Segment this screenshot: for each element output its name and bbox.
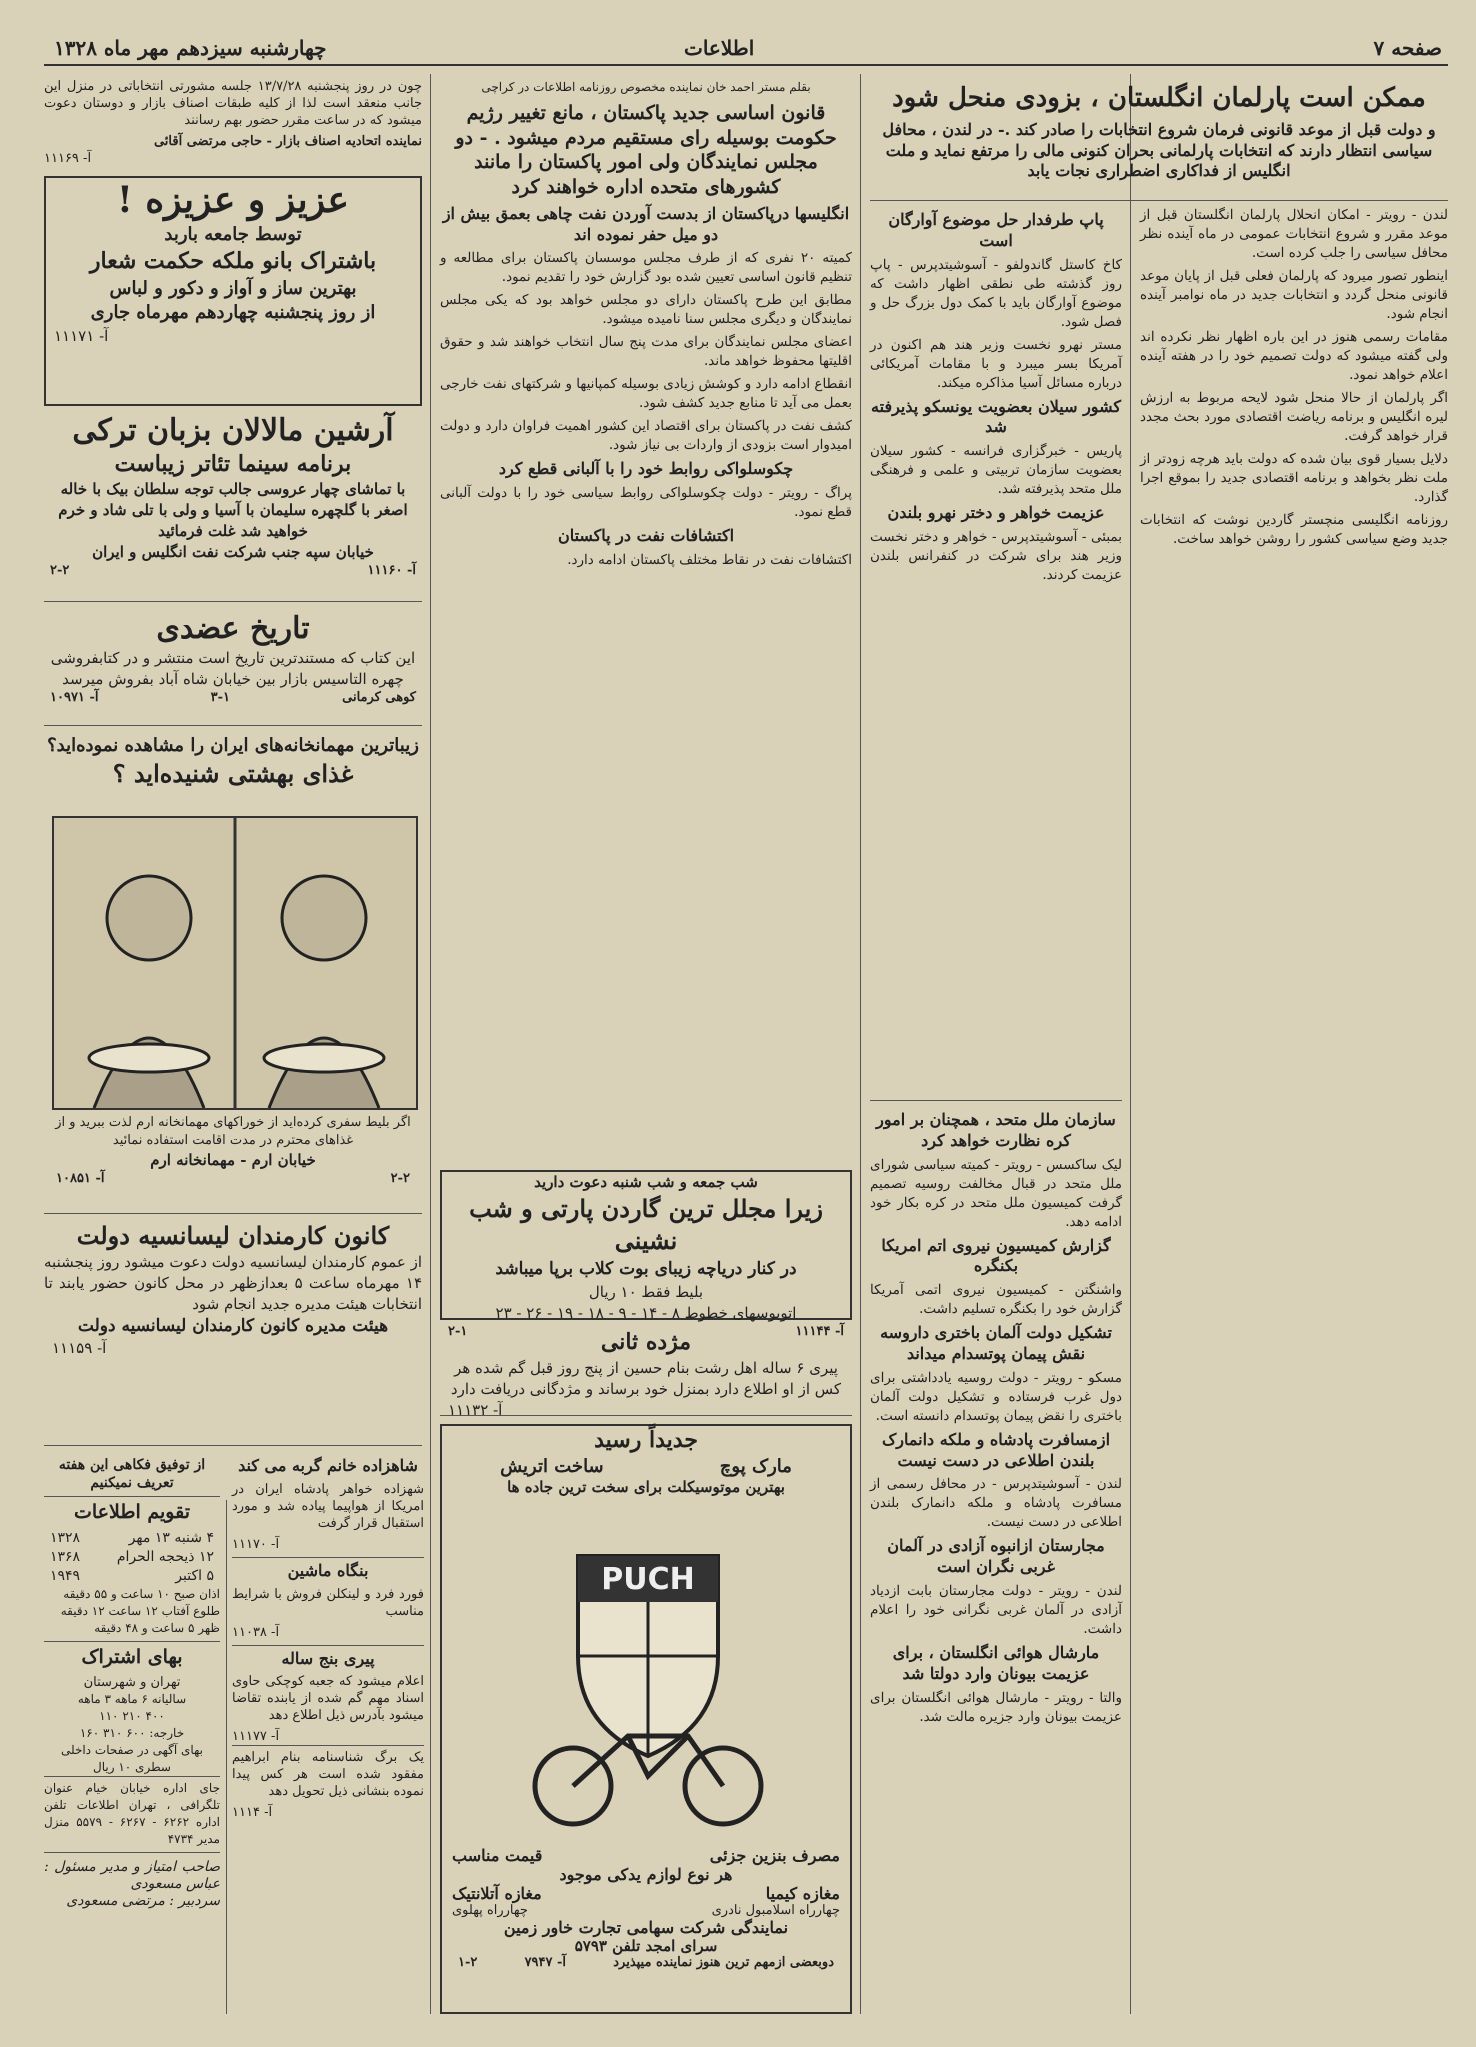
ad-text: پیری ۶ ساله اهل رشت بنام حسین از پنج روز قبل گم شده هر کس از او اطلاع دارد بمنزل خود برساند و مژدگانی دریافت دارد	[450, 1358, 842, 1398]
notice-text: چون در روز پنجشنبه ۱۳/۷/۲۸ جلسه مشورتی انتخاباتی در منزل این جانب منعقد است لذا از کلیه طبقات اصناف بازار و دوستان دعوت میشود که در ساعت مقرر حضور بهم رسانند	[44, 79, 422, 128]
mojdeh-ad	[440, 1328, 852, 1419]
paragraph: لندن - رویتر - دولت مجارستان بابت ازدیاد آزادی در آلمان غربی نگرانی خود را اعلام داشت.	[870, 1582, 1122, 1637]
column-rule	[860, 74, 861, 2014]
tarikh-ad	[44, 610, 422, 726]
paragraph: اینطور تصور میرود که پارلمان فعلی قبل از پایان موعد قانونی منحل گردد و انتخابات جدید در ماه نوامبر آینده انجام شود.	[1140, 268, 1448, 322]
made-in: ساخت اتریش	[500, 1455, 604, 1477]
restaurant-ad	[44, 734, 422, 1214]
paragraph: اعضای مجلس نمایندگان برای مدت پنج سال انتخاب خواهند شد و حقوق اقلیتها محفوظ خواهد ماند.	[440, 334, 852, 370]
ad-title: تاریخ عضدی	[156, 611, 310, 646]
shahzadeh-headline: شاهزاده خانم گربه می کند	[238, 1456, 418, 1475]
cal-label: ۵ اکتبر	[175, 1568, 214, 1585]
prayer-time: اذان صبح ۱۰ ساعت و ۵۵ دقیقه	[63, 1587, 220, 1602]
ad-code: آ- ۱۱۱۷۷	[232, 1729, 280, 1745]
shop: مغازه کیمیا	[765, 1884, 840, 1903]
paragraph: اکتشافات نفت در نقاط مختلف پاکستان ادامه دارد.	[567, 551, 852, 568]
ad-line: بلیط فقط ۱۰ ریال	[588, 1282, 704, 1301]
paragraph: بمبئی - آسوشیتدپرس - خواهر و دختر نخست وزیر هند برای شرکت در کنفرانس بلندن عزیمت کردند.	[870, 528, 1122, 583]
ad-code: آ- ۱۱۱۷۰	[232, 1536, 280, 1552]
cal-value: ۱۹۴۹	[50, 1568, 81, 1585]
atom-headline: گزارش کمیسیون نیروی اتم امریکا بکنگره	[881, 1235, 1111, 1276]
subscription-title: بهای اشتراک	[44, 1641, 220, 1670]
editor-signature: سردبیر : مرتضی مسعودی	[66, 1892, 220, 1909]
paragraph: مستر نهرو نخست وزیر هند هم اکنون در آمریکا بسر میبرد و با مقامات آمریکائی درباره مسائل آسیا مذاکره میکند.	[870, 336, 1122, 391]
motorcycle-illustration	[518, 1536, 778, 1836]
ad-foot: دوبعضی ازمهم ترین هنوز نماینده میپذیرد	[613, 1955, 834, 1970]
ad-codes	[452, 1955, 840, 1970]
paragraph: کشف نفت در پاکستان برای اقتصاد این کشور اهمیت فراوان دارد و دولت امیدوار است بزودی از واردات بی نیاز شود.	[440, 418, 852, 454]
ad-code: آ- ۱۰۹۷۱	[50, 689, 99, 705]
phone: سرای امجد تلفن ۵۷۹۳	[574, 1937, 718, 1955]
prayer-time: ظهر ۵ ساعت و ۴۸ دقیقه	[94, 1621, 220, 1636]
ad-code: آ- ۱۱۱۴	[232, 1805, 273, 1821]
ad-sub: بهترین موتوسیکلت برای سخت ترین جاده ها	[507, 1477, 785, 1496]
paragraph: مطابق این طرح پاکستان دارای دو مجلس خواهد بود که یکی مجلس نمایندگان و دیگری مجلس سنا نامیده میشود.	[440, 292, 852, 328]
ad-code: آ- ۱۱۱۷۱	[54, 326, 109, 345]
ad-code: آ- ۱۰۸۵۱	[56, 1171, 105, 1187]
ad-line: هر نوع لوازم یدکی موجود	[559, 1865, 733, 1884]
ad-sub: برنامه سینما تئاتر زیباست	[114, 450, 352, 477]
ad-codes	[50, 1171, 416, 1186]
aziz-play-ad	[44, 176, 422, 406]
ad-text: اگر بلیط سفری کرده‌اید از خوراکهای مهمانخانه ارم لذت ببرید و از غذاهای محترم در مدت اقامت استفاده نمائید	[55, 1115, 411, 1149]
ad-code: آ- ۱۱۱۴۴	[795, 1323, 844, 1339]
marshal-headline: مارشال هوائی انگلستان ، برای عزیمت بیونان وارد دولتا شد	[892, 1642, 1100, 1683]
ad-q2: غذای بهشتی شنیده‌اید ؟	[112, 759, 354, 789]
misc-column-right	[232, 1452, 424, 2012]
tofigh-headline: از توفیق فکاهی این هفته تعریف نمیکنیم	[58, 1457, 206, 1492]
ad-line: باشتراک بانو ملکه حکمت شعار	[89, 248, 377, 275]
lead-article-body	[1140, 206, 1448, 2006]
pakistan-subhead: انگلیسها درپاکستان از بدست آوردن نفت چاهی بعمق بیش از دو میل حفر نموده اند	[442, 203, 850, 244]
ad-code: آ- ۷۹۴۷	[524, 1955, 567, 1970]
notice-sign: نماینده اتحادیه اصناف بازار - حاجی مرتضی آقائی	[153, 134, 422, 149]
paragraph: لندن - آسوشیتدپرس - در محافل رسمی از مسافرت پادشاه و ملکه دانمارک بلندن اطلاعی در دست نیست.	[870, 1476, 1122, 1531]
ad-line	[452, 1846, 840, 1865]
germany-headline: تشکیل دولت آلمان باختری داروسه نقش پیمان پوتسدام میداند	[880, 1323, 1112, 1363]
lead-headline: ممکن است پارلمان انگلستان ، بزودی منحل شود	[892, 83, 1426, 113]
column-rule	[1130, 74, 1131, 2014]
ad-line: بهترین ساز و آواز و دکور و لباس	[109, 277, 357, 299]
ad-codes	[44, 690, 422, 705]
diners-icon	[54, 818, 416, 1108]
agent: نمایندگی شرکت سهامی تجارت خاور زمین	[503, 1918, 789, 1937]
paragraph: اعلام میشود که جعبه کوچکی حاوی اسناد مهم گم شده از یابنده تقاضا میشود بآدرس ذیل اطلاع دهد	[232, 1674, 424, 1724]
ad-code: آ- ۱۱۱۶۰	[367, 563, 416, 579]
masthead	[44, 32, 1448, 66]
address: چهارراه پهلوی	[452, 1903, 528, 1918]
subscription-row: ۴۰۰ ۲۱۰ ۱۱۰	[99, 1708, 165, 1723]
paragraph: شهزاده خواهر پادشاه ایران در امریکا از هواپیما پیاده شد و مورد استقبال قرار گرفت	[232, 1481, 424, 1531]
ad-title: زیرا مجلل ترین گاردن پارتی و شب نشینی	[469, 1194, 823, 1256]
byline: بقلم مستر احمد خان نماینده مخصوص روزنامه اطلاعات در کراچی	[481, 80, 811, 94]
subscription-row: خارجه: ۶۰۰ ۳۱۰ ۱۶۰	[79, 1725, 185, 1740]
calendar-title: تقویم اطلاعات	[44, 1496, 220, 1525]
paragraph: انقطاع ادامه دارد و کوشش زیادی بوسیله کمپانیها و شرکتهای نفت خارجی بعمل می آید تا منابع جدید کشف شود.	[440, 376, 852, 412]
pakistan-headline: قانون اساسی جدید پاکستان ، مانع تغییر رژیم حکومت بوسیله رای مستقیم مردم میشود . - دو مجلس نمایندگان ولی امور پاکستان را مانند کشورهای متحده اداره خواهند کرد	[455, 102, 837, 199]
brand-line	[442, 1456, 850, 1477]
ad-line: در کنار دریاچه زیبای بوت کلاب برپا میباشد	[495, 1258, 797, 1279]
paragraph: روزنامه انگلیسی منچستر گاردین نوشت که انتخابات جدید وضع سیاسی کشور را روشن خواهد ساخت.	[1140, 512, 1448, 547]
ad-code: ۲-۲	[390, 1171, 410, 1187]
paragraph: لندن - رویتر - امکان انحلال پارلمان انگلستان قبل از موعد مقرر و شروع انتخابات عمومی در ماه آینده نظر محافل سیاسی را جلب کرده است.	[1140, 207, 1448, 261]
subscription-row: بهای آگهی در صفحات داخلی سطری ۱۰ ریال	[61, 1742, 203, 1774]
date-line: چهارشنبه سیزدهم مهر ماه ۱۳۲۸	[54, 36, 327, 60]
paragraph: پراگ - رویتر - دولت چکوسلواکی روابط سیاسی خود را با دولت آلبانی قطع نمود.	[440, 485, 852, 521]
owner-signature: صاحب امتیاز و مدیر مسئول : عباس مسعودی	[44, 1852, 220, 1893]
arshin-ad	[44, 412, 422, 602]
pope-headline: پاپ طرفدار حل موضوع آوارگان است	[888, 210, 1104, 250]
ad-code: آ- ۱۱۱۵۹	[52, 1339, 107, 1358]
meeting-notice	[44, 78, 422, 168]
ceylon-headline: کشور سیلان بعضویت یونسکو پذیرفته شد	[871, 396, 1121, 437]
notice-code: آ- ۱۱۱۶۹	[44, 151, 92, 166]
ad-item: قیمت مناسب	[452, 1846, 543, 1865]
nehru-headline: عزیمت خواهر و دختر نهرو بلندن	[887, 503, 1105, 523]
cal-label: ۴ شنبه ۱۳ مهر	[128, 1530, 214, 1547]
ad-text: با تماشای چهار عروسی جالب توجه سلطان بیک با خاله اصغر با گلچهره سلیمان با آسیا و ولی با تلی شاد و خرم خواهید شد غلت فرمائید	[58, 480, 408, 541]
ad-text: از عموم کارمندان لیسانسیه دولت دعوت میشود روز پنجشنبه ۱۴ مهرماه ساعت ۵ بعدازظهر در محل کانون حضور یابند تا انتخابات هیئت مدیره جدید انجام شود	[44, 1253, 423, 1314]
column-rule	[226, 1500, 227, 2014]
addresses	[452, 1903, 840, 1918]
calendar-row	[44, 1567, 220, 1586]
subscription-sub: تهران و شهرستان	[83, 1674, 181, 1690]
paragraph: دلایل بسیار قوی بیان شده که دولت باید هرچه زودتر از ملت نظر بخواهد و برنامه اقتصادی جدید را بموقع اجرا گذارد.	[1140, 451, 1448, 505]
denmark-headline: ازمسافرت پادشاه و ملکه دانمارک بلندن اطلاعی در دست نیست	[881, 1429, 1111, 1470]
divider	[870, 1100, 1122, 1101]
kanoon-ad	[44, 1220, 422, 1446]
misc-column-left	[44, 1452, 220, 2012]
garden-party-ad	[440, 1170, 852, 1339]
office-info: جای اداره خیابان خیام عنوان تلگرافی ، تهران اطلاعات تلفن اداره ۶۲۶۲ - ۶۲۶۷ - ۵۵۷۹ منزل مدیر ۴۷۳۴	[44, 1776, 220, 1848]
ad-code: ۲-۲	[50, 563, 70, 579]
cal-label: ۱۲ ذیحجه الحرام	[116, 1549, 214, 1566]
ad-details	[452, 1846, 840, 1970]
calendar-row	[44, 1548, 220, 1567]
paragraph: فورد فرد و لینکلن فروش با شرایط مناسب	[232, 1586, 424, 1619]
ad-title: کانون کارمندان لیسانسیه دولت	[76, 1221, 390, 1250]
ad-code: آ- ۱۱۱۳۲	[448, 1400, 503, 1419]
paragraph: واشنگتن - کمیسیون نیروی اتمی آمریکا گزارش خود را بکنگره تسلیم داشت.	[870, 1282, 1122, 1318]
paragraph: والتا - رویتر - مارشال هوائی انگلستان برای عزیمت بیونان وارد جزیره مالت شد.	[870, 1689, 1122, 1725]
ad-title: مژده ثانی	[600, 1329, 692, 1355]
ad-text: خیابان سپه جنب شرکت نفت انگلیس و ایران	[92, 543, 374, 562]
paragraph: مسکو - رویتر - دولت روسیه یادداشتی برای دول غرب فرستاده و تشکیل دولت آلمان باختری را نقض پیمان پوتسدام دانسته است.	[870, 1369, 1122, 1424]
ad-footer	[50, 1114, 416, 1186]
un-korea-headline: سازمان ملل متحد ، همچنان بر امور کره نظارت خواهد کرد	[876, 1110, 1116, 1150]
paragraph: اگر پارلمان از حالا منحل شود لایحه مربوط به ارزش لیره انگلیس و برنامه ریاضت اقتصادی مورد بحث مجدد قرار خواهد گرفت.	[1140, 390, 1448, 444]
book-headline: بنگاه ماشین	[232, 1557, 424, 1582]
ad-line: شب جمعه و شب شنبه دعوت دارید	[534, 1173, 758, 1191]
diners-illustration	[52, 816, 418, 1110]
subscription-row: سالیانه ۶ ماهه ۳ ماهه	[77, 1691, 187, 1706]
paragraph: مقامات رسمی هنوز در این باره اظهار نظر نکرده اند ولی گفته میشود که دولت تصمیم خود را در هفته آینده اعلام خواهد نمود.	[1140, 329, 1448, 383]
ad-line: از روز پنجشنبه چهاردهم مهرماه جاری	[90, 302, 376, 324]
paragraph: پاریس - خبرگزاری فرانسه - کشور سیلان بعضویت سازمان تربیتی و علمی و فرهنگی ملل متحد پذیرفته شد.	[870, 443, 1122, 498]
ad-line: توسط جامعه باربد	[164, 224, 302, 245]
lead-subhead: و دولت قبل از موعد قانونی فرمان شروع انتخابات را صادر کند .- در لندن ، محافل سیاسی انتظار دارند که انتخابات پارلمانی بحران کنونی مالی را مرتفع نماید و ملت انگلیس از فداکاری اضطراری نجات یابد	[882, 119, 1436, 181]
peer-headline: پیری بنج ساله	[232, 1645, 424, 1670]
cal-value: ۱۳۶۸	[50, 1549, 81, 1566]
prayer-time: طلوع آفتاب ۱۲ ساعت ۱۲ دقیقه	[60, 1604, 220, 1619]
paragraph: کمیته ۲۰ نفری که از طرف مجلس موسسان پاکستان برای مطالعه و تنظیم قانون اساسی تعیین شده بود گزارش خود را تقدیم نمود.	[440, 250, 852, 286]
ad-sign: هیئت مدیره کانون کارمندان لیسانسیه دولت	[77, 1316, 389, 1337]
ad-code: آ- ۱۱۰۳۸	[232, 1624, 280, 1640]
shop: مغازه آتلانتیک	[452, 1884, 542, 1903]
puch-logo-text: PUCH	[601, 1562, 695, 1597]
column-rule	[430, 74, 431, 2014]
ad-author: کوهی کرمانی	[342, 689, 416, 705]
pakistan-article	[440, 78, 852, 1158]
ad-text: این کتاب که مستندترین تاریخ است منتشر و در کتابفروشی چهره التاسیس بازار بین خیابان شاه آباد بفروش میرسد	[50, 648, 416, 688]
cal-value: ۱۳۲۸	[50, 1530, 81, 1547]
calendar-row	[44, 1529, 220, 1548]
ad-title: آرشین مالالان بزبان ترکی	[72, 413, 394, 448]
ad-code: ۳-۱	[210, 689, 230, 705]
divider	[870, 200, 1448, 201]
ad-code: ۲-۱	[448, 1323, 468, 1339]
news-column-4	[870, 1106, 1122, 2006]
ad-title: عزیز و عزیزه !	[116, 179, 350, 221]
ad-codes	[44, 563, 422, 578]
address: چهارراه اسلامبول نادری	[711, 1903, 840, 1918]
brand: مارک پوچ	[719, 1455, 792, 1477]
ad-q1: زیباترین مهمانخانه‌های ایران را مشاهده نموده‌اید؟	[47, 735, 419, 756]
shops	[452, 1884, 840, 1903]
ad-title: جدیداً رسید	[594, 1427, 698, 1453]
ad-code: ۱-۲	[458, 1955, 478, 1970]
oil-headline: اکتشافات نفت در پاکستان	[557, 526, 735, 546]
ad-place: خیابان ارم - مهمانخانه ارم	[150, 1151, 316, 1170]
puch-motorcycle-ad	[440, 1424, 852, 2014]
paper-name: اطلاعات	[684, 36, 755, 60]
czech-headline: چکوسلواکی روابط خود را با آلبانی قطع کرد	[498, 459, 794, 479]
ad-line: اتوبوسهای خطوط ۸ - ۱۴ - ۹ - ۱۸ - ۱۹ - ۲۶ - ۲۳	[495, 1303, 797, 1322]
paragraph: یک برگ شناسنامه بنام ابراهیم مفقود شده است هر کس پیدا نموده بنشانی ذیل تحویل دهد	[232, 1745, 424, 1800]
paragraph: لیک ساکسس - رویتر - کمیته سیاسی شورای ملل متحد در قبال مخالفت روسیه تصمیم گرفت کمیسیون ملل متحد در کره بکار خود ادامه دهد.	[870, 1156, 1122, 1230]
paragraph: کاخ کاستل گاندولفو - آسوشیتدپرس - پاپ روز گذشته طی نطقی اظهار داشت که موضوع آوارگان باید با کمک دول بزرگ حل و فصل شود.	[870, 256, 1122, 330]
ad-item: مصرف بنزین جزئی	[709, 1846, 840, 1865]
page-number: صفحه ۷	[1373, 36, 1442, 60]
hungary-headline: مجارستان ازانبوه آزادی در آلمان غربی نگران است	[887, 1536, 1105, 1577]
